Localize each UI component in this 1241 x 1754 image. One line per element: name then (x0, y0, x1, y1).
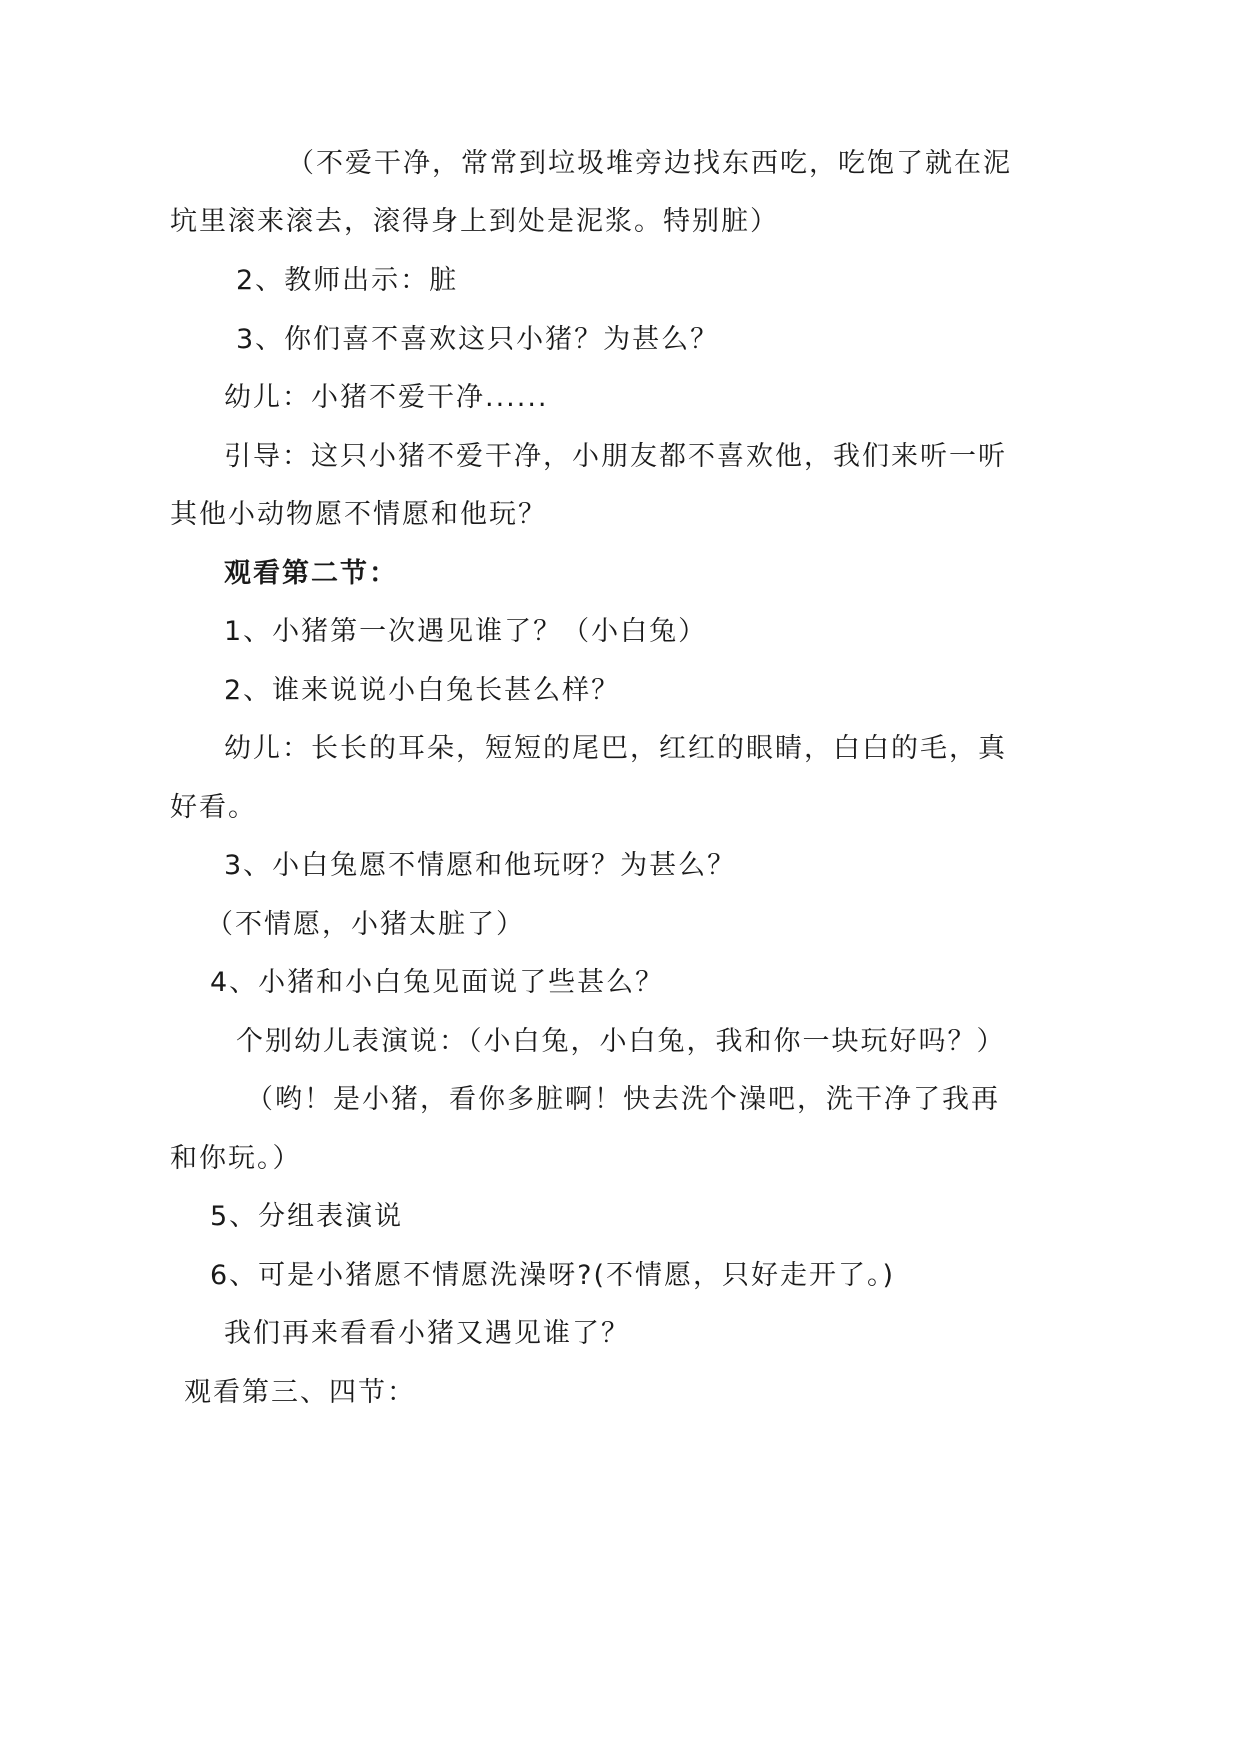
text-line-11: 幼儿：长长的耳朵，短短的尾巴，红红的眼睛，白白的毛，真 (224, 733, 1007, 764)
text-line-3: 2、教师出示：脏 (236, 265, 459, 296)
text-line-16: 个别幼儿表演说：（小白兔，小白兔，我和你一块玩好吗？） (236, 1026, 1006, 1057)
text-line-2: 坑里滚来滚去，滚得身上到处是泥浆。特别脏） (170, 206, 779, 237)
text-line-21: 我们再来看看小猪又遇见谁了？ (224, 1318, 630, 1349)
text-line-7: 其他小动物愿不情愿和他玩？ (170, 499, 547, 530)
text-line-17: （哟！是小猪，看你多脏啊！快去洗个澡吧，洗干净了我再 (246, 1084, 1000, 1115)
text-line-4: 3、你们喜不喜欢这只小猪？为甚么？ (236, 324, 720, 355)
text-line-12: 好看。 (170, 792, 257, 823)
text-line-1: （不爱干净，常常到垃圾堆旁边找东西吃，吃饱了就在泥 (287, 148, 1012, 179)
section-heading-2: 观看第二节： (224, 558, 398, 589)
text-line-9: 1、小猪第一次遇见谁了？（小白兔） (224, 616, 708, 647)
text-line-15: 4、小猪和小白兔见面说了些甚么？ (210, 967, 665, 998)
text-line-10: 2、谁来说说小白兔长甚么样？ (224, 675, 621, 706)
text-line-18: 和你玩。） (170, 1143, 302, 1174)
text-line-5: 幼儿：小猪不爱干净...... (224, 382, 549, 413)
section-heading-3-4: 观看第三、四节： (184, 1377, 416, 1408)
text-line-6: 引导：这只小猪不爱干净，小朋友都不喜欢他，我们来听一听 (224, 441, 1007, 472)
text-line-14: （不情愿，小猪太脏了） (206, 909, 525, 940)
text-line-13: 3、小白兔愿不情愿和他玩呀？为甚么？ (224, 850, 737, 881)
text-line-20: 6、可是小猪愿不情愿洗澡呀?(不情愿，只好走开了。) (210, 1260, 896, 1291)
text-line-19: 5、分组表演说 (210, 1201, 404, 1232)
